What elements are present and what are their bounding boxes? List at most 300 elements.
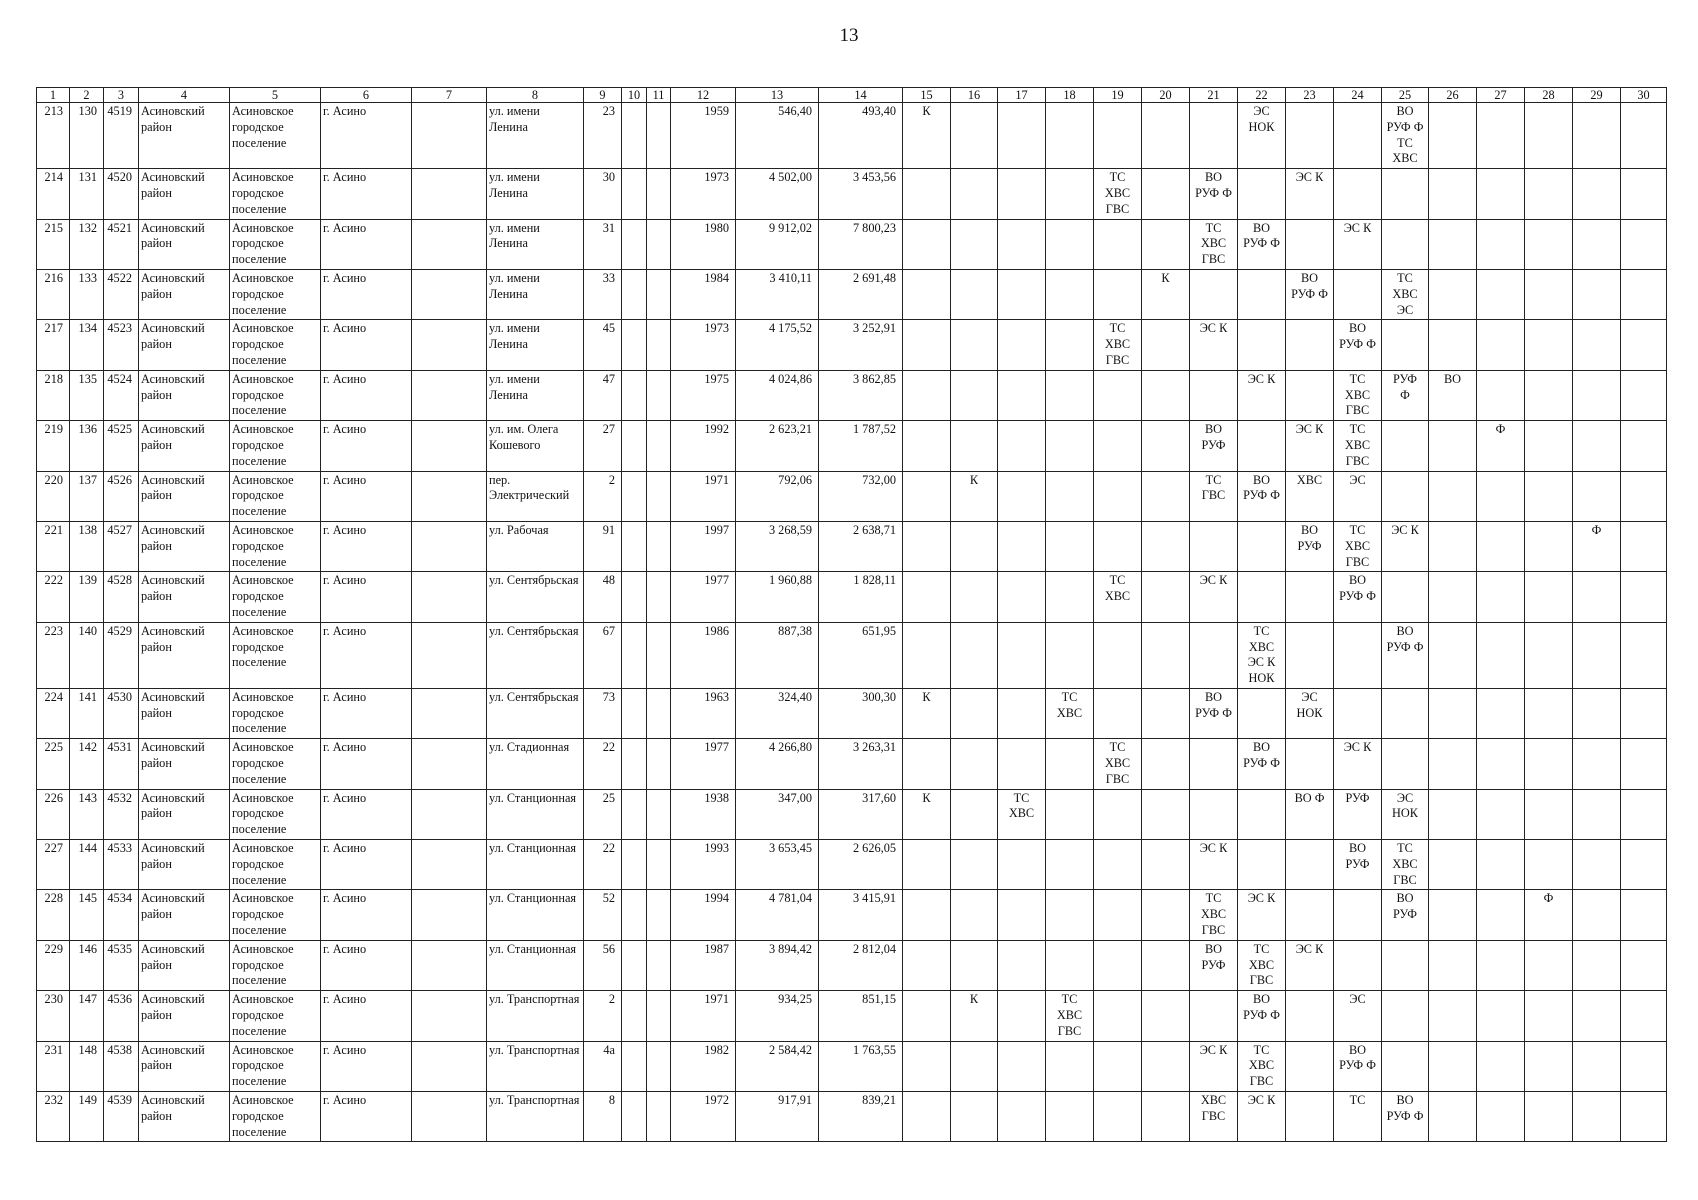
- cell-locality-part: [412, 521, 487, 571]
- cell-work-col-22: [1238, 421, 1286, 471]
- cell-work-col-25: ВО РУФ Ф ТС ХВС: [1382, 103, 1429, 169]
- cell-work-col-30: [1621, 169, 1667, 219]
- cell-work-col-24: ТС ХВС ГВС: [1334, 521, 1382, 571]
- cell-district: Асиновский район: [139, 421, 230, 471]
- cell-work-col-19: [1094, 940, 1142, 990]
- cell-house-number: 33: [584, 269, 622, 319]
- table-row: [37, 940, 1667, 990]
- cell-seq-number: 136: [70, 421, 104, 471]
- cell-work-col-30: [1621, 219, 1667, 269]
- cell-locality-part: [412, 269, 487, 319]
- cell-work-col-16: [951, 103, 998, 169]
- cell-work-col-22: ЭС НОК: [1238, 103, 1286, 169]
- cell-work-col-26: [1429, 991, 1477, 1041]
- cell-work-col-24: ТС ХВС ГВС: [1334, 421, 1382, 471]
- cell-work-col-15: [903, 991, 951, 1041]
- cell-work-col-22: [1238, 840, 1286, 890]
- column-number-13: 13: [736, 88, 819, 103]
- cell-house-number: 56: [584, 940, 622, 990]
- cell-work-col-24: [1334, 688, 1382, 738]
- column-number-19: 19: [1094, 88, 1142, 103]
- cell-work-col-30: [1621, 622, 1667, 688]
- cell-object-id: 4534: [104, 890, 139, 940]
- cell-total-area: 887,38: [736, 622, 819, 688]
- cell-work-col-26: [1429, 890, 1477, 940]
- cell-work-col-18: [1046, 521, 1094, 571]
- cell-living-area: 3 252,91: [819, 320, 903, 370]
- cell-work-col-27: [1477, 219, 1525, 269]
- column-number-25: 25: [1382, 88, 1429, 103]
- cell-build-year: 1982: [671, 1041, 736, 1091]
- cell-house-number: 25: [584, 789, 622, 839]
- cell-work-col-28: [1525, 739, 1573, 789]
- cell-build-year: 1993: [671, 840, 736, 890]
- cell-locality: г. Асино: [321, 739, 412, 789]
- page-number: 13: [839, 25, 859, 46]
- cell-work-col-27: [1477, 688, 1525, 738]
- cell-structure: [647, 840, 671, 890]
- cell-work-col-19: [1094, 103, 1142, 169]
- cell-work-col-27: [1477, 320, 1525, 370]
- cell-work-col-23: ХВС: [1286, 471, 1334, 521]
- cell-house-number: 31: [584, 219, 622, 269]
- cell-object-id: 4524: [104, 370, 139, 420]
- cell-work-col-27: [1477, 622, 1525, 688]
- cell-work-col-17: [998, 320, 1046, 370]
- cell-building: [622, 739, 647, 789]
- cell-locality-part: [412, 320, 487, 370]
- cell-settlement: Асиновское городское поселение: [230, 421, 321, 471]
- cell-object-id: 4529: [104, 622, 139, 688]
- cell-work-col-30: [1621, 940, 1667, 990]
- cell-seq-number: 137: [70, 471, 104, 521]
- cell-seq-number: 144: [70, 840, 104, 890]
- cell-building: [622, 940, 647, 990]
- cell-work-col-16: [951, 1092, 998, 1142]
- cell-work-col-29: [1573, 370, 1621, 420]
- cell-work-col-24: ЭС: [1334, 471, 1382, 521]
- cell-seq-number: 147: [70, 991, 104, 1041]
- cell-locality-part: [412, 471, 487, 521]
- cell-living-area: 1 828,11: [819, 572, 903, 622]
- cell-work-col-21: ВО РУФ: [1190, 421, 1238, 471]
- cell-work-col-23: ЭС К: [1286, 940, 1334, 990]
- cell-work-col-26: [1429, 269, 1477, 319]
- cell-locality: г. Асино: [321, 169, 412, 219]
- cell-locality: г. Асино: [321, 688, 412, 738]
- cell-build-year: 1980: [671, 219, 736, 269]
- table-row: [37, 521, 1667, 571]
- column-number-1: 1: [37, 88, 70, 103]
- cell-work-col-18: [1046, 890, 1094, 940]
- cell-work-col-28: [1525, 940, 1573, 990]
- cell-work-col-20: [1142, 688, 1190, 738]
- cell-total-area: 934,25: [736, 991, 819, 1041]
- cell-settlement: Асиновское городское поселение: [230, 572, 321, 622]
- cell-work-col-28: Ф: [1525, 890, 1573, 940]
- cell-street: ул. имени Ленина: [487, 320, 584, 370]
- cell-seq-number: 146: [70, 940, 104, 990]
- cell-work-col-20: [1142, 219, 1190, 269]
- cell-building: [622, 103, 647, 169]
- cell-row-number: 225: [37, 739, 70, 789]
- cell-object-id: 4531: [104, 739, 139, 789]
- table-row: [37, 688, 1667, 738]
- cell-total-area: 4 266,80: [736, 739, 819, 789]
- cell-work-col-27: [1477, 991, 1525, 1041]
- cell-build-year: 1959: [671, 103, 736, 169]
- cell-structure: [647, 991, 671, 1041]
- cell-work-col-18: [1046, 103, 1094, 169]
- cell-street: ул. имени Ленина: [487, 370, 584, 420]
- cell-work-col-28: [1525, 521, 1573, 571]
- cell-row-number: 215: [37, 219, 70, 269]
- cell-work-col-30: [1621, 789, 1667, 839]
- cell-work-col-28: [1525, 1041, 1573, 1091]
- cell-object-id: 4521: [104, 219, 139, 269]
- column-number-29: 29: [1573, 88, 1621, 103]
- cell-street: ул. Сентябрьская: [487, 688, 584, 738]
- cell-row-number: 213: [37, 103, 70, 169]
- cell-build-year: 1986: [671, 622, 736, 688]
- cell-work-col-18: [1046, 320, 1094, 370]
- cell-work-col-23: [1286, 219, 1334, 269]
- cell-district: Асиновский район: [139, 622, 230, 688]
- column-number-24: 24: [1334, 88, 1382, 103]
- cell-object-id: 4539: [104, 1092, 139, 1142]
- cell-settlement: Асиновское городское поселение: [230, 991, 321, 1041]
- cell-work-col-27: [1477, 840, 1525, 890]
- cell-locality-part: [412, 739, 487, 789]
- cell-object-id: 4519: [104, 103, 139, 169]
- cell-work-col-16: [951, 789, 998, 839]
- cell-house-number: 67: [584, 622, 622, 688]
- cell-work-col-20: [1142, 572, 1190, 622]
- cell-work-col-26: [1429, 521, 1477, 571]
- cell-work-col-22: [1238, 169, 1286, 219]
- cell-object-id: 4525: [104, 421, 139, 471]
- cell-work-col-20: [1142, 320, 1190, 370]
- cell-work-col-29: [1573, 471, 1621, 521]
- cell-work-col-19: [1094, 1041, 1142, 1091]
- cell-district: Асиновский район: [139, 521, 230, 571]
- cell-build-year: 1963: [671, 688, 736, 738]
- cell-settlement: Асиновское городское поселение: [230, 1041, 321, 1091]
- cell-street: ул. Транспортная: [487, 1092, 584, 1142]
- table-row: [37, 572, 1667, 622]
- cell-object-id: 4522: [104, 269, 139, 319]
- column-number-15: 15: [903, 88, 951, 103]
- cell-work-col-17: [998, 103, 1046, 169]
- cell-object-id: 4526: [104, 471, 139, 521]
- cell-street: ул. Рабочая: [487, 521, 584, 571]
- cell-work-col-23: ЭС НОК: [1286, 688, 1334, 738]
- cell-locality: г. Асино: [321, 840, 412, 890]
- cell-work-col-30: [1621, 840, 1667, 890]
- cell-work-col-22: [1238, 269, 1286, 319]
- cell-work-col-28: [1525, 572, 1573, 622]
- cell-work-col-26: [1429, 1041, 1477, 1091]
- cell-locality: г. Асино: [321, 103, 412, 169]
- cell-work-col-23: ВО РУФ: [1286, 521, 1334, 571]
- cell-work-col-23: [1286, 320, 1334, 370]
- cell-work-col-21: ВО РУФ Ф: [1190, 688, 1238, 738]
- cell-total-area: 2 584,42: [736, 1041, 819, 1091]
- cell-work-col-17: [998, 269, 1046, 319]
- cell-street: ул. Транспортная: [487, 1041, 584, 1091]
- cell-living-area: 2 626,05: [819, 840, 903, 890]
- cell-total-area: 2 623,21: [736, 421, 819, 471]
- cell-locality: г. Асино: [321, 890, 412, 940]
- cell-work-col-15: [903, 890, 951, 940]
- cell-work-col-15: [903, 421, 951, 471]
- cell-object-id: 4532: [104, 789, 139, 839]
- cell-settlement: Асиновское городское поселение: [230, 789, 321, 839]
- cell-work-col-19: [1094, 370, 1142, 420]
- cell-work-col-18: [1046, 421, 1094, 471]
- cell-work-col-28: [1525, 370, 1573, 420]
- cell-settlement: Асиновское городское поселение: [230, 471, 321, 521]
- cell-seq-number: 142: [70, 739, 104, 789]
- cell-work-col-26: [1429, 103, 1477, 169]
- cell-district: Асиновский район: [139, 1041, 230, 1091]
- cell-building: [622, 572, 647, 622]
- cell-structure: [647, 219, 671, 269]
- column-number-9: 9: [584, 88, 622, 103]
- cell-work-col-24: ЭС К: [1334, 219, 1382, 269]
- cell-work-col-17: [998, 890, 1046, 940]
- cell-living-area: 3 862,85: [819, 370, 903, 420]
- cell-work-col-15: [903, 471, 951, 521]
- cell-work-col-24: РУФ: [1334, 789, 1382, 839]
- cell-build-year: 1971: [671, 471, 736, 521]
- cell-locality-part: [412, 169, 487, 219]
- cell-build-year: 1938: [671, 789, 736, 839]
- cell-street: ул. Станционная: [487, 789, 584, 839]
- cell-work-col-22: [1238, 572, 1286, 622]
- cell-work-col-19: ТС ХВС ГВС: [1094, 320, 1142, 370]
- cell-work-col-21: [1190, 622, 1238, 688]
- cell-work-col-17: [998, 622, 1046, 688]
- cell-work-col-28: [1525, 471, 1573, 521]
- cell-district: Асиновский район: [139, 471, 230, 521]
- cell-seq-number: 149: [70, 1092, 104, 1142]
- cell-settlement: Асиновское городское поселение: [230, 169, 321, 219]
- cell-work-col-15: [903, 370, 951, 420]
- cell-work-col-20: [1142, 1041, 1190, 1091]
- cell-row-number: 226: [37, 789, 70, 839]
- table-row: [37, 622, 1667, 688]
- cell-work-col-19: [1094, 269, 1142, 319]
- cell-work-col-26: [1429, 688, 1477, 738]
- cell-structure: [647, 940, 671, 990]
- cell-work-col-16: [951, 521, 998, 571]
- cell-locality-part: [412, 991, 487, 1041]
- cell-work-col-17: [998, 840, 1046, 890]
- cell-work-col-15: [903, 320, 951, 370]
- column-number-8: 8: [487, 88, 584, 103]
- cell-settlement: Асиновское городское поселение: [230, 840, 321, 890]
- cell-structure: [647, 103, 671, 169]
- cell-living-area: 317,60: [819, 789, 903, 839]
- cell-locality: г. Асино: [321, 1092, 412, 1142]
- cell-work-col-25: [1382, 169, 1429, 219]
- cell-row-number: 223: [37, 622, 70, 688]
- cell-building: [622, 789, 647, 839]
- cell-work-col-18: [1046, 370, 1094, 420]
- cell-work-col-24: ЭС: [1334, 991, 1382, 1041]
- cell-work-col-30: [1621, 521, 1667, 571]
- cell-living-area: 732,00: [819, 471, 903, 521]
- cell-building: [622, 219, 647, 269]
- cell-work-col-20: [1142, 940, 1190, 990]
- cell-work-col-24: [1334, 169, 1382, 219]
- cell-work-col-25: [1382, 940, 1429, 990]
- cell-work-col-21: [1190, 370, 1238, 420]
- cell-work-col-21: [1190, 269, 1238, 319]
- cell-house-number: 73: [584, 688, 622, 738]
- cell-work-col-29: [1573, 219, 1621, 269]
- cell-building: [622, 320, 647, 370]
- cell-street: ул. Станционная: [487, 940, 584, 990]
- column-number-21: 21: [1190, 88, 1238, 103]
- table-row: [37, 320, 1667, 370]
- column-number-row: [37, 88, 1667, 103]
- cell-work-col-20: [1142, 471, 1190, 521]
- column-number-12: 12: [671, 88, 736, 103]
- cell-work-col-24: ТС: [1334, 1092, 1382, 1142]
- cell-locality-part: [412, 840, 487, 890]
- cell-total-area: 324,40: [736, 688, 819, 738]
- cell-work-col-23: ЭС К: [1286, 421, 1334, 471]
- cell-work-col-22: ВО РУФ Ф: [1238, 219, 1286, 269]
- cell-seq-number: 141: [70, 688, 104, 738]
- cell-work-col-20: [1142, 103, 1190, 169]
- cell-work-col-23: ВО РУФ Ф: [1286, 269, 1334, 319]
- cell-work-col-24: ТС ХВС ГВС: [1334, 370, 1382, 420]
- cell-settlement: Асиновское городское поселение: [230, 320, 321, 370]
- cell-work-col-25: [1382, 688, 1429, 738]
- cell-work-col-21: [1190, 521, 1238, 571]
- cell-object-id: 4527: [104, 521, 139, 571]
- cell-work-col-29: [1573, 269, 1621, 319]
- cell-living-area: 3 263,31: [819, 739, 903, 789]
- cell-settlement: Асиновское городское поселение: [230, 739, 321, 789]
- cell-work-col-19: ТС ХВС ГВС: [1094, 169, 1142, 219]
- cell-locality-part: [412, 688, 487, 738]
- cell-living-area: 1 763,55: [819, 1041, 903, 1091]
- cell-work-col-29: [1573, 739, 1621, 789]
- cell-work-col-18: [1046, 471, 1094, 521]
- cell-district: Асиновский район: [139, 269, 230, 319]
- cell-work-col-17: [998, 421, 1046, 471]
- cell-street: ул. им. Олега Кошевого: [487, 421, 584, 471]
- cell-work-col-23: [1286, 622, 1334, 688]
- cell-work-col-28: [1525, 421, 1573, 471]
- cell-build-year: 1977: [671, 572, 736, 622]
- table-row: [37, 1041, 1667, 1091]
- table-row: [37, 1092, 1667, 1142]
- cell-work-col-30: [1621, 320, 1667, 370]
- cell-work-col-20: [1142, 421, 1190, 471]
- cell-settlement: Асиновское городское поселение: [230, 890, 321, 940]
- cell-work-col-21: [1190, 991, 1238, 1041]
- cell-locality: г. Асино: [321, 421, 412, 471]
- cell-work-col-16: [951, 269, 998, 319]
- cell-work-col-28: [1525, 219, 1573, 269]
- cell-building: [622, 521, 647, 571]
- cell-work-col-15: [903, 622, 951, 688]
- column-number-3: 3: [104, 88, 139, 103]
- cell-seq-number: 139: [70, 572, 104, 622]
- cell-work-col-20: [1142, 739, 1190, 789]
- column-number-22: 22: [1238, 88, 1286, 103]
- cell-work-col-29: [1573, 169, 1621, 219]
- cell-seq-number: 148: [70, 1041, 104, 1091]
- cell-work-col-30: [1621, 739, 1667, 789]
- cell-work-col-27: [1477, 370, 1525, 420]
- cell-work-col-20: [1142, 169, 1190, 219]
- cell-work-col-16: [951, 421, 998, 471]
- cell-object-id: 4528: [104, 572, 139, 622]
- cell-house-number: 8: [584, 1092, 622, 1142]
- cell-locality: г. Асино: [321, 940, 412, 990]
- column-number-6: 6: [321, 88, 412, 103]
- cell-work-col-17: [998, 370, 1046, 420]
- cell-work-col-26: [1429, 789, 1477, 839]
- cell-district: Асиновский район: [139, 940, 230, 990]
- cell-work-col-29: [1573, 1041, 1621, 1091]
- cell-district: Асиновский район: [139, 320, 230, 370]
- cell-work-col-24: ВО РУФ Ф: [1334, 320, 1382, 370]
- cell-work-col-24: ВО РУФ: [1334, 840, 1382, 890]
- cell-object-id: 4523: [104, 320, 139, 370]
- cell-work-col-17: [998, 1041, 1046, 1091]
- cell-work-col-29: [1573, 572, 1621, 622]
- cell-work-col-28: [1525, 840, 1573, 890]
- cell-work-col-15: [903, 219, 951, 269]
- column-number-14: 14: [819, 88, 903, 103]
- cell-work-col-19: ТС ХВС: [1094, 572, 1142, 622]
- cell-object-id: 4536: [104, 991, 139, 1041]
- column-number-20: 20: [1142, 88, 1190, 103]
- cell-seq-number: 135: [70, 370, 104, 420]
- cell-row-number: 214: [37, 169, 70, 219]
- cell-building: [622, 991, 647, 1041]
- cell-house-number: 48: [584, 572, 622, 622]
- table-body: [37, 103, 1667, 1142]
- cell-work-col-17: [998, 739, 1046, 789]
- cell-seq-number: 138: [70, 521, 104, 571]
- cell-work-col-22: ЭС К: [1238, 370, 1286, 420]
- cell-row-number: 228: [37, 890, 70, 940]
- column-number-11: 11: [647, 88, 671, 103]
- cell-work-col-17: [998, 991, 1046, 1041]
- cell-work-col-25: [1382, 991, 1429, 1041]
- cell-work-col-19: [1094, 622, 1142, 688]
- cell-house-number: 47: [584, 370, 622, 420]
- cell-locality-part: [412, 940, 487, 990]
- cell-structure: [647, 421, 671, 471]
- cell-work-col-30: [1621, 572, 1667, 622]
- cell-work-col-19: ТС ХВС ГВС: [1094, 739, 1142, 789]
- cell-work-col-28: [1525, 169, 1573, 219]
- cell-work-col-20: [1142, 840, 1190, 890]
- cell-settlement: Асиновское городское поселение: [230, 1092, 321, 1142]
- cell-work-col-15: [903, 840, 951, 890]
- cell-work-col-27: [1477, 169, 1525, 219]
- cell-work-col-25: ВО РУФ: [1382, 890, 1429, 940]
